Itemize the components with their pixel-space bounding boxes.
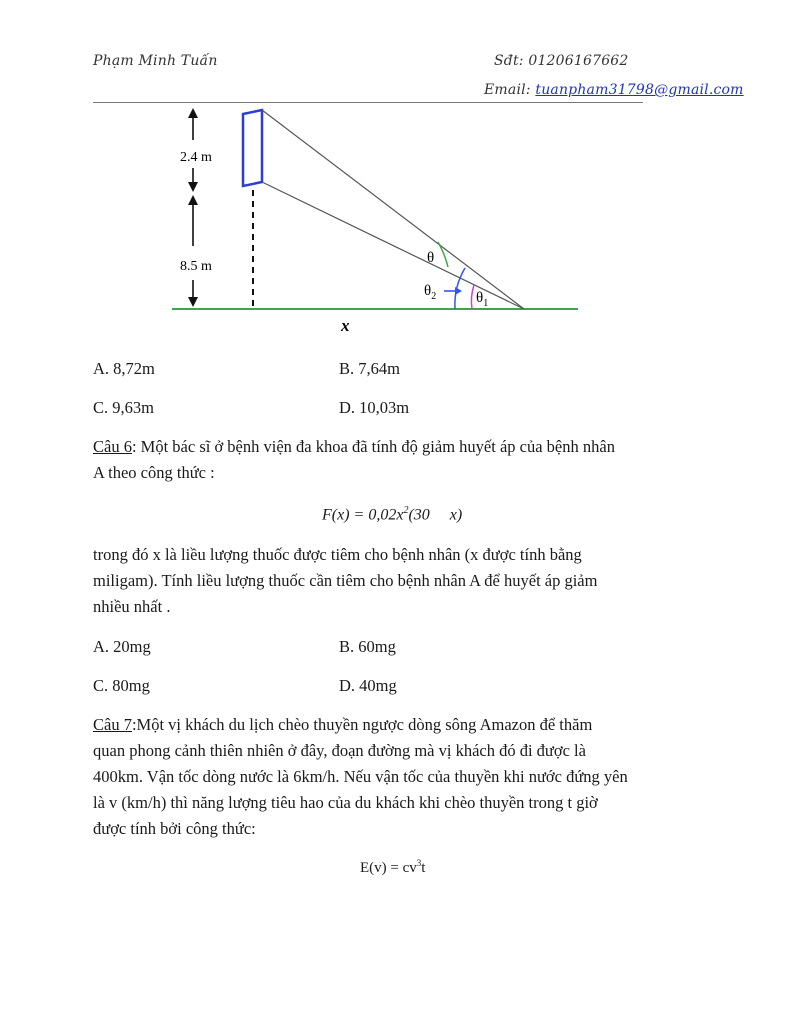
label-lower-height: 8.5 m <box>180 259 212 274</box>
label-upper-height: 2.4 m <box>180 150 212 165</box>
q5-option-b[interactable]: B. 7,64m <box>339 359 400 378</box>
q6-line-2: A theo công thức : <box>93 463 215 482</box>
q7-line-5: được tính bởi công thức: <box>93 819 256 838</box>
q7-line-2: quan phong cảnh thiên nhiên ở đây, đoạn đường mà vị khách đó đi được là <box>93 741 586 760</box>
label-theta: θ <box>427 250 435 266</box>
q5-option-c[interactable]: C. 9,63m <box>93 398 154 417</box>
dim-lower-top-head <box>188 195 198 205</box>
q6-option-b[interactable]: B. 60mg <box>339 637 396 656</box>
sight-line-bottom <box>262 182 524 309</box>
label-theta2: $\theta_2$ <box>424 283 437 302</box>
dim-upper-bottom-head <box>188 182 198 192</box>
screen-board <box>243 110 262 186</box>
theta2-arrow-head <box>455 287 462 295</box>
geometry-figure <box>0 0 792 345</box>
angle-theta1-arc <box>471 285 474 309</box>
q6-option-d[interactable]: D. 40mg <box>339 676 397 695</box>
q6-expl-line-2: miligam). Tính liều lượng thuốc cần tiêm cho bệnh nhân A để huyết áp giảm <box>93 571 598 590</box>
q7-line-4: là v (km/h) thì năng lượng tiêu hao của du khách khi chèo thuyền trong t giờ <box>93 793 598 812</box>
q5-option-d[interactable]: D. 10,03m <box>339 398 410 417</box>
q7-label: Câu 7 <box>93 715 132 734</box>
q6-formula: $F(x) = 0,02x^2(30$ x) <box>322 505 463 524</box>
header-author: Phạm Minh Tuấn <box>93 53 218 69</box>
q7-line-3: 400km. Vận tốc dòng nước là 6km/h. Nếu vận tốc của thuyền khi nước đứng yên <box>93 767 628 786</box>
q6-explanation <box>93 542 713 620</box>
label-theta1: $\theta_1$ <box>476 290 489 309</box>
q6-expl-line-1: trong đó x là liều lượng thuốc được tiêm cho bệnh nhân (x được tính bằng <box>93 545 582 564</box>
header-phone: Sđt: 01206167662 <box>494 53 629 69</box>
label-x: x <box>341 316 350 335</box>
header-email-link[interactable]: tuanpham31798@gmail.com <box>535 82 744 98</box>
dim-lower-bottom-head <box>188 297 198 307</box>
q7-question <box>93 712 713 842</box>
angle-theta-arc <box>438 242 448 267</box>
q6-question <box>93 434 713 486</box>
dim-upper-top-head <box>188 108 198 118</box>
sight-line-top <box>262 110 524 309</box>
q7-formula: $E(v) = cv^3t$ <box>360 858 426 876</box>
q6-option-a[interactable]: A. 20mg <box>93 637 151 656</box>
q6-line-1: Câu 6: Một bác sĩ ở bệnh viện đa khoa đã tính độ giảm huyết áp của bệnh nhân <box>93 437 615 456</box>
q6-option-c[interactable]: C. 80mg <box>93 676 150 695</box>
header-email-label: Email: <box>484 82 531 98</box>
q5-option-a[interactable]: A. 8,72m <box>93 359 155 378</box>
q7-line-1: Câu 7:Một vị khách du lịch chèo thuyền ngược dòng sông Amazon để thăm <box>93 715 593 734</box>
q6-expl-line-3: nhiều nhất . <box>93 597 171 616</box>
q6-label: Câu 6 <box>93 437 132 456</box>
